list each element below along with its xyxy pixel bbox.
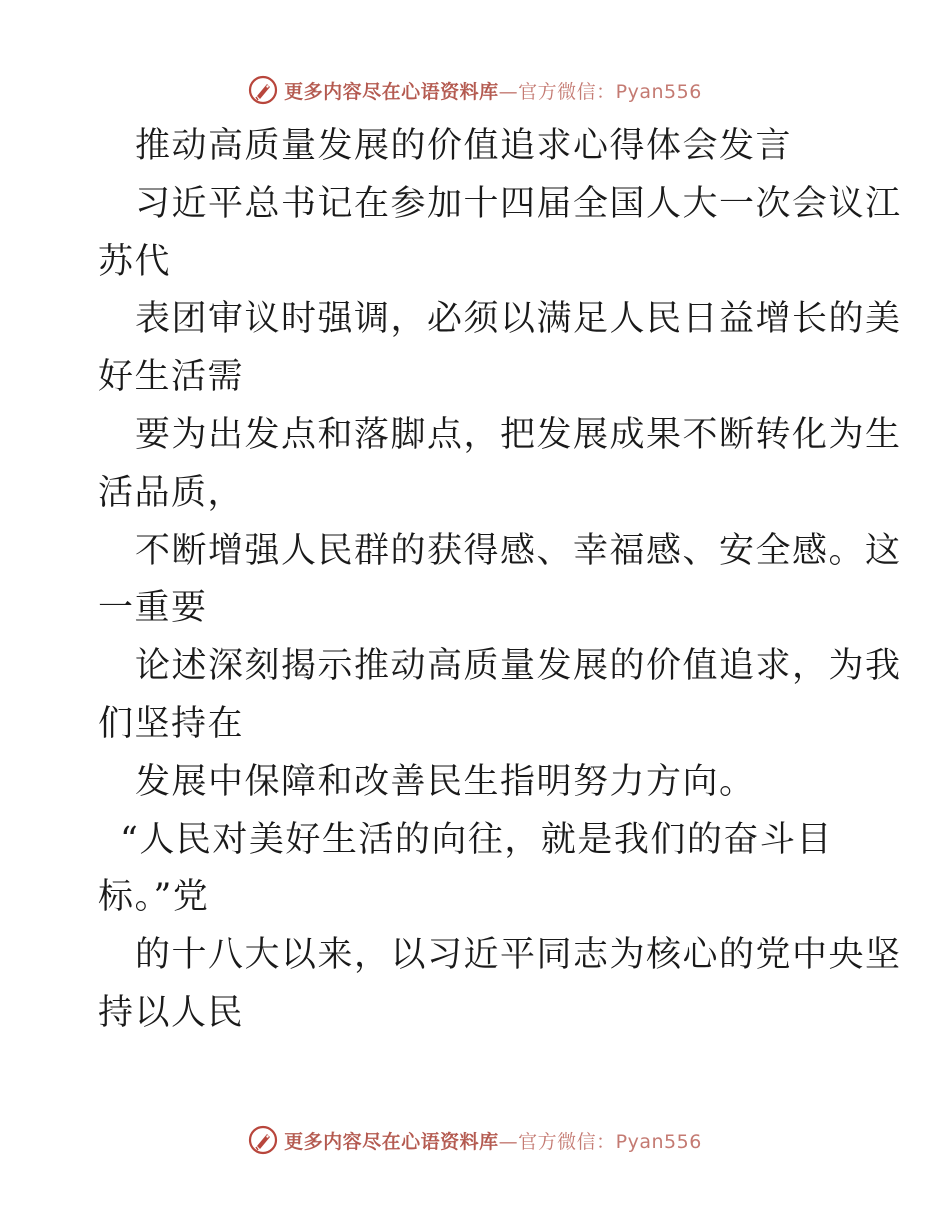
footer-site-text: 更多内容尽在心语资料库 xyxy=(284,1130,499,1153)
text-line: 苏代 xyxy=(98,241,172,282)
header-banner xyxy=(0,70,950,110)
text-line: 持以人民 xyxy=(98,992,245,1033)
text-line: 表团审议时强调，必须以满足人民日益增长的美 xyxy=(135,299,902,340)
footer-contact-text: 官方微信：Pyan556 xyxy=(518,1130,702,1153)
text-line: 活品质， xyxy=(98,472,245,513)
footer-banner-text xyxy=(284,1127,702,1154)
text-line: 习近平总书记在参加十四届全国人大一次会议江 xyxy=(135,183,902,224)
text-line: “人民对美好生活的向往，就是我们的奋斗目 xyxy=(120,819,833,860)
text-line: 标。”党 xyxy=(98,877,210,918)
document-body xyxy=(98,118,902,1043)
pen-nib-logo-icon xyxy=(248,75,278,105)
footer-separator: — xyxy=(498,1130,519,1153)
text-line: 发展中保障和改善民生指明努力方向。 xyxy=(135,761,756,802)
header-banner-text xyxy=(284,77,702,104)
header-separator: — xyxy=(498,80,519,103)
text-line: 一重要 xyxy=(98,588,208,629)
text-line: 好生活需 xyxy=(98,357,245,398)
header-site-text: 更多内容尽在心语资料库 xyxy=(284,80,499,103)
text-line: 不断增强人民群的获得感、幸福感、安全感。这 xyxy=(135,530,902,571)
pen-nib-logo-icon xyxy=(248,1125,278,1155)
header-contact-text: 官方微信：Pyan556 xyxy=(518,80,702,103)
document-title: 推动高质量发展的价值追求心得体会发言 xyxy=(135,126,793,166)
text-line: 论述深刻揭示推动高质量发展的价值追求，为我 xyxy=(135,646,902,687)
footer-banner xyxy=(0,1120,950,1160)
text-line: 的十八大以来，以习近平同志为核心的党中央坚 xyxy=(135,935,902,976)
text-line: 们坚持在 xyxy=(98,703,245,744)
text-line: 要为出发点和落脚点，把发展成果不断转化为生 xyxy=(135,414,902,455)
